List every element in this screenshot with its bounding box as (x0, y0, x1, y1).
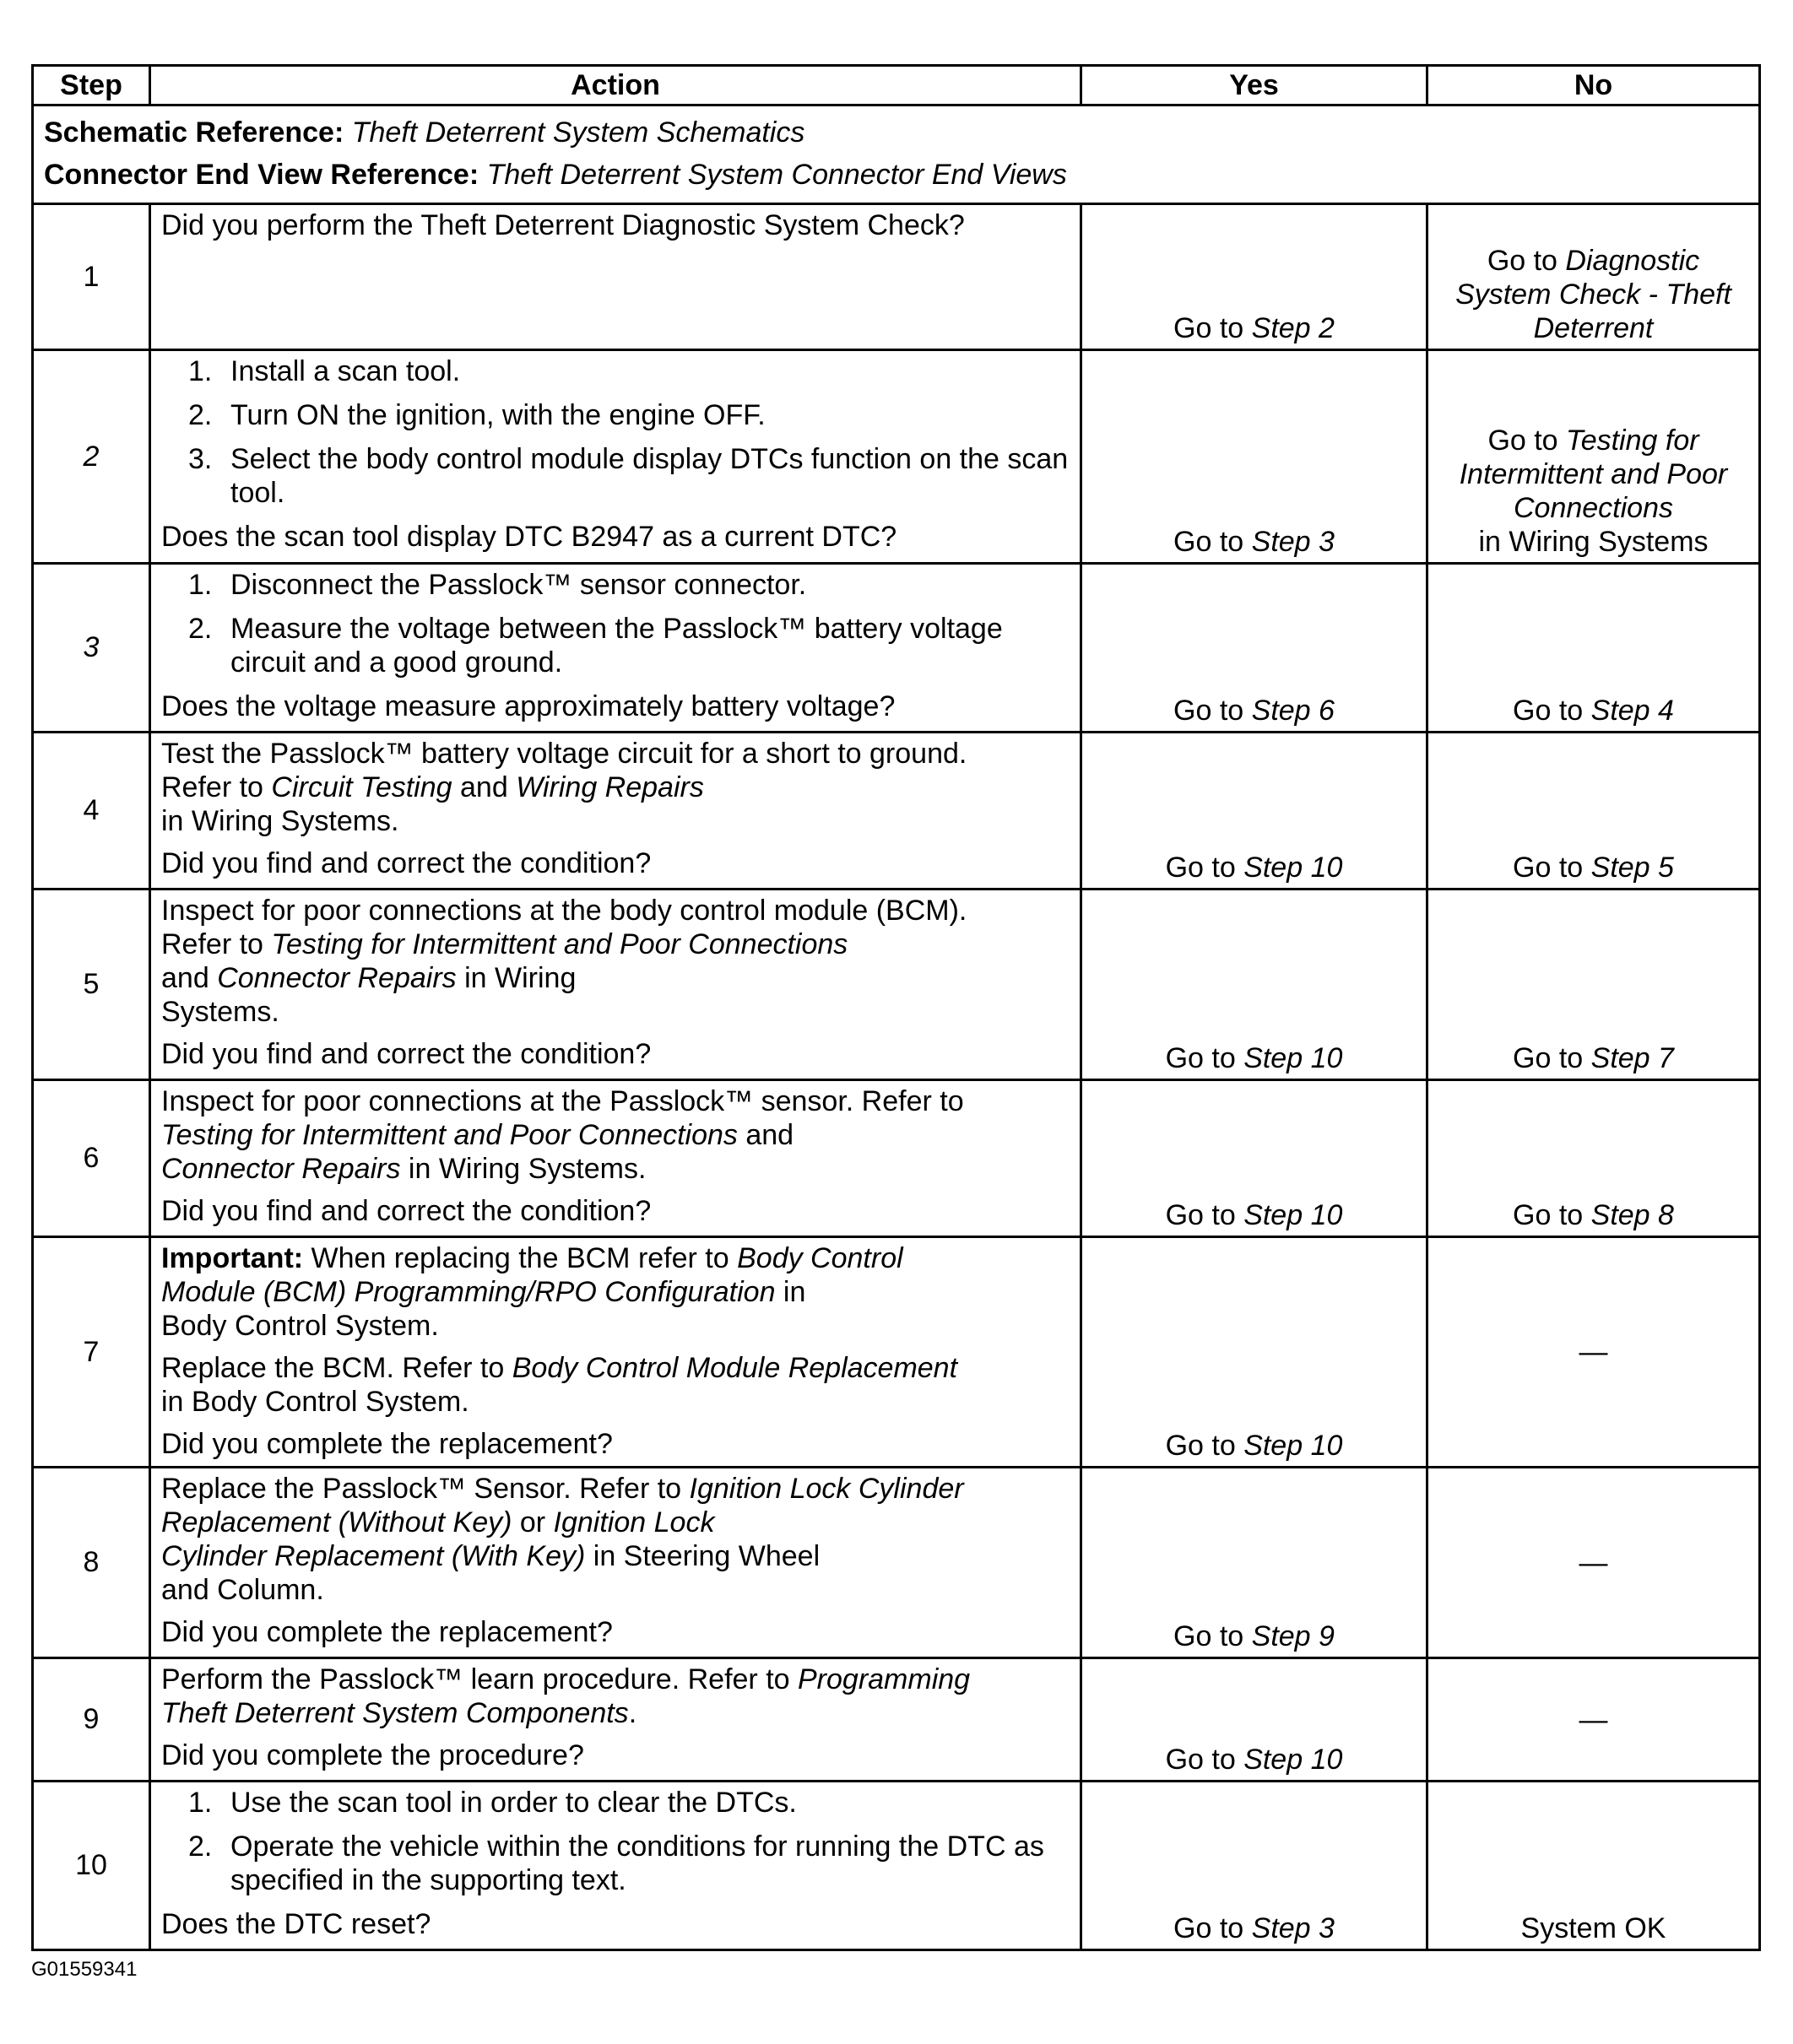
action-cell (150, 204, 1081, 350)
no-link[interactable]: Step 7 (1590, 1042, 1674, 1074)
reference-link[interactable]: Ignition Lock (553, 1506, 715, 1538)
list-item: 3. Select the body control module display DTCs function on the scan tool. (188, 443, 1069, 509)
instruction-list (161, 1786, 1070, 1897)
reference-link[interactable]: Module (BCM) Programming/RPO Configuration (161, 1276, 776, 1308)
reference-link[interactable]: Cylinder Replacement (With Key) (161, 1540, 586, 1572)
yes-link[interactable]: Step 10 (1243, 1430, 1343, 1462)
no-cell (1427, 1237, 1760, 1468)
reference-link[interactable]: Ignition Lock Cylinder (689, 1473, 964, 1505)
table-row (33, 733, 1760, 890)
yes-cell: Go to Step 10 (1081, 1658, 1427, 1782)
yes-cell: Go to Step 2 (1081, 204, 1427, 350)
no-cell: Go to Testing for Intermittent and Poor Connections in Wiring Systems (1427, 350, 1760, 564)
instruction-text: Inspect for poor connections at the Passlock™ sensor. Refer to Testing for Intermittent and Poor Connections and Connector Repairs in Wiring Systems. (161, 1085, 964, 1185)
connector-reference-link[interactable]: Theft Deterrent System Connector End Views (486, 159, 1067, 191)
action-cell (150, 1080, 1081, 1237)
yes-link[interactable]: Step 3 (1251, 1912, 1335, 1944)
step-number: 6 (33, 1080, 150, 1237)
yes-cell: Go to Step 3 (1081, 1782, 1427, 1950)
table-row (33, 890, 1760, 1080)
list-item: 2. Turn ON the ignition, with the engine OFF. (188, 399, 766, 431)
yes-link[interactable]: Step 10 (1243, 1744, 1343, 1776)
yes-link[interactable]: Step 3 (1251, 526, 1335, 558)
yes-link[interactable]: Step 9 (1251, 1620, 1335, 1652)
step-number: 5 (33, 890, 150, 1080)
step-number: 10 (33, 1782, 150, 1950)
no-cell: Go to Step 4 (1427, 564, 1760, 733)
reference-link[interactable]: Connector Repairs (161, 1153, 401, 1185)
list-item: 1. Install a scan tool. (188, 355, 461, 387)
header-yes: Yes (1081, 66, 1427, 105)
list-item: 2. Operate the vehicle within the conditions for running the DTC as specified in the supporting text. (188, 1830, 1044, 1896)
table-row (33, 564, 1760, 733)
action-cell (150, 350, 1081, 564)
list-item: 1. Use the scan tool in order to clear the DTCs. (188, 1787, 797, 1819)
step-number: 8 (33, 1468, 150, 1658)
reference-row (33, 105, 1760, 204)
yes-cell: Go to Step 3 (1081, 350, 1427, 564)
reference-link[interactable]: Body Control (737, 1242, 903, 1274)
step-number: 9 (33, 1658, 150, 1782)
no-cell (1427, 1782, 1760, 1950)
diagnostic-table-container (31, 64, 1758, 1951)
no-suffix: in Wiring Systems (1478, 526, 1709, 558)
instruction-text: Test the Passlock™ battery voltage circuit for a short to ground. Refer to Circuit Testing and Wiring Repairs in Wiring Systems. (161, 738, 967, 837)
no-cell (1427, 1658, 1760, 1782)
question-text: Did you find and correct the condition? (161, 1195, 652, 1227)
question-text: Did you complete the replacement? (161, 1616, 613, 1648)
no-link[interactable]: Testing for Intermittent and Poor Connections (1459, 424, 1728, 524)
system-ok-text: System OK (1520, 1912, 1666, 1944)
reference-cell (33, 105, 1760, 204)
question-text: Did you perform the Theft Deterrent Diagnostic System Check? (161, 209, 965, 241)
connector-reference: Connector End View Reference: Theft Deterrent System Connector End Views (44, 159, 1067, 191)
reference-link[interactable]: Theft Deterrent System Components (161, 1697, 629, 1729)
action-cell (150, 733, 1081, 890)
no-cell (1427, 1468, 1760, 1658)
instruction-text: Perform the Passlock™ learn procedure. Refer to Programming Theft Deterrent System Components. (161, 1663, 971, 1729)
header-action: Action (150, 66, 1081, 105)
action-cell (150, 890, 1081, 1080)
no-dash: — (1579, 1703, 1608, 1736)
question-text: Does the voltage measure approximately battery voltage? (161, 690, 896, 722)
table-row (33, 1468, 1760, 1658)
table-row (33, 1782, 1760, 1950)
reference-link[interactable]: Replacement (Without Key) (161, 1506, 512, 1538)
yes-link[interactable]: Step 10 (1243, 852, 1343, 884)
yes-cell: Go to Step 10 (1081, 733, 1427, 890)
yes-cell: Go to Step 10 (1081, 890, 1427, 1080)
reference-link[interactable]: Testing for Intermittent and Poor Connections (271, 928, 848, 960)
yes-link[interactable]: Step 6 (1251, 695, 1335, 727)
schematic-reference: Schematic Reference: Theft Deterrent System Schematics (44, 116, 805, 149)
table-row (33, 1237, 1760, 1468)
header-no: No (1427, 66, 1760, 105)
step-number: 2 (33, 350, 150, 564)
yes-cell: Go to Step 6 (1081, 564, 1427, 733)
action-cell (150, 1237, 1081, 1468)
action-cell (150, 1658, 1081, 1782)
reference-link[interactable]: Testing for Intermittent and Poor Connections (161, 1119, 738, 1151)
table-row (33, 350, 1760, 564)
question-text: Did you find and correct the condition? (161, 1038, 652, 1070)
question-text: Does the scan tool display DTC B2947 as a current DTC? (161, 521, 897, 553)
header-step: Step (33, 66, 150, 105)
yes-cell: Go to Step 9 (1081, 1468, 1427, 1658)
step-number: 7 (33, 1237, 150, 1468)
list-item: 2. Measure the voltage between the Passlock™ battery voltage circuit and a good ground. (188, 613, 1003, 679)
yes-cell: Go to Step 10 (1081, 1237, 1427, 1468)
action-cell (150, 564, 1081, 733)
table-row (33, 1080, 1760, 1237)
no-cell: Go to Step 8 (1427, 1080, 1760, 1237)
no-link[interactable]: Step 5 (1590, 852, 1674, 884)
yes-link[interactable]: Step 10 (1243, 1042, 1343, 1074)
instruction-text: Replace the BCM. Refer to Body Control Module Replacement in Body Control System. (161, 1352, 958, 1418)
question-text: Did you complete the procedure? (161, 1739, 584, 1771)
schematic-reference-link[interactable]: Theft Deterrent System Schematics (351, 116, 805, 149)
question-text: Did you complete the replacement? (161, 1428, 613, 1460)
no-cell: Go to Diagnostic System Check - Theft Deterrent (1427, 204, 1760, 350)
table-row (33, 204, 1760, 350)
reference-link[interactable]: Circuit Testing (271, 771, 452, 803)
diagnostic-table (31, 64, 1761, 1951)
no-cell: Go to Step 7 (1427, 890, 1760, 1080)
list-item: 1. Disconnect the Passlock™ sensor connector. (188, 569, 807, 601)
step-number: 1 (33, 204, 150, 350)
no-link[interactable]: Step 8 (1590, 1199, 1674, 1231)
reference-link[interactable]: Wiring Repairs (516, 771, 704, 803)
figure-id: G01559341 (31, 1958, 138, 1981)
yes-link[interactable]: Step 10 (1243, 1199, 1343, 1231)
question-text: Did you find and correct the condition? (161, 847, 652, 879)
no-cell: Go to Step 5 (1427, 733, 1760, 890)
step-number: 3 (33, 564, 150, 733)
action-cell (150, 1468, 1081, 1658)
important-note: Important: When replacing the BCM refer to Body Control Module (BCM) Programming/RPO Configuration in Body Control System. (161, 1242, 903, 1342)
instruction-text: Replace the Passlock™ Sensor. Refer to Ignition Lock Cylinder Replacement (Without Key) or Ignition Lock Cylinder Replacement (With Key) in Steering Wheel and Column. (161, 1473, 964, 1606)
no-dash: — (1579, 1546, 1608, 1579)
no-link[interactable]: Step 4 (1590, 695, 1674, 727)
yes-cell: Go to Step 10 (1081, 1080, 1427, 1237)
no-dash: — (1579, 1336, 1608, 1368)
instruction-list (161, 354, 1070, 510)
reference-link[interactable]: Programming (798, 1663, 971, 1695)
yes-link[interactable]: Step 2 (1251, 312, 1335, 344)
no-link[interactable]: Diagnostic System Check - Theft Deterrent (1455, 245, 1731, 344)
step-number: 4 (33, 733, 150, 890)
action-cell (150, 1782, 1081, 1950)
reference-link[interactable]: Body Control Module Replacement (512, 1352, 958, 1384)
reference-link[interactable]: Connector Repairs (217, 962, 457, 994)
header-row (33, 66, 1760, 105)
instruction-list (161, 568, 1070, 679)
table-row (33, 1658, 1760, 1782)
question-text: Does the DTC reset? (161, 1908, 431, 1940)
instruction-text: Inspect for poor connections at the body control module (BCM). Refer to Testing for Intermittent and Poor Connections and Connector Repairs in Wiring Systems. (161, 895, 967, 1028)
